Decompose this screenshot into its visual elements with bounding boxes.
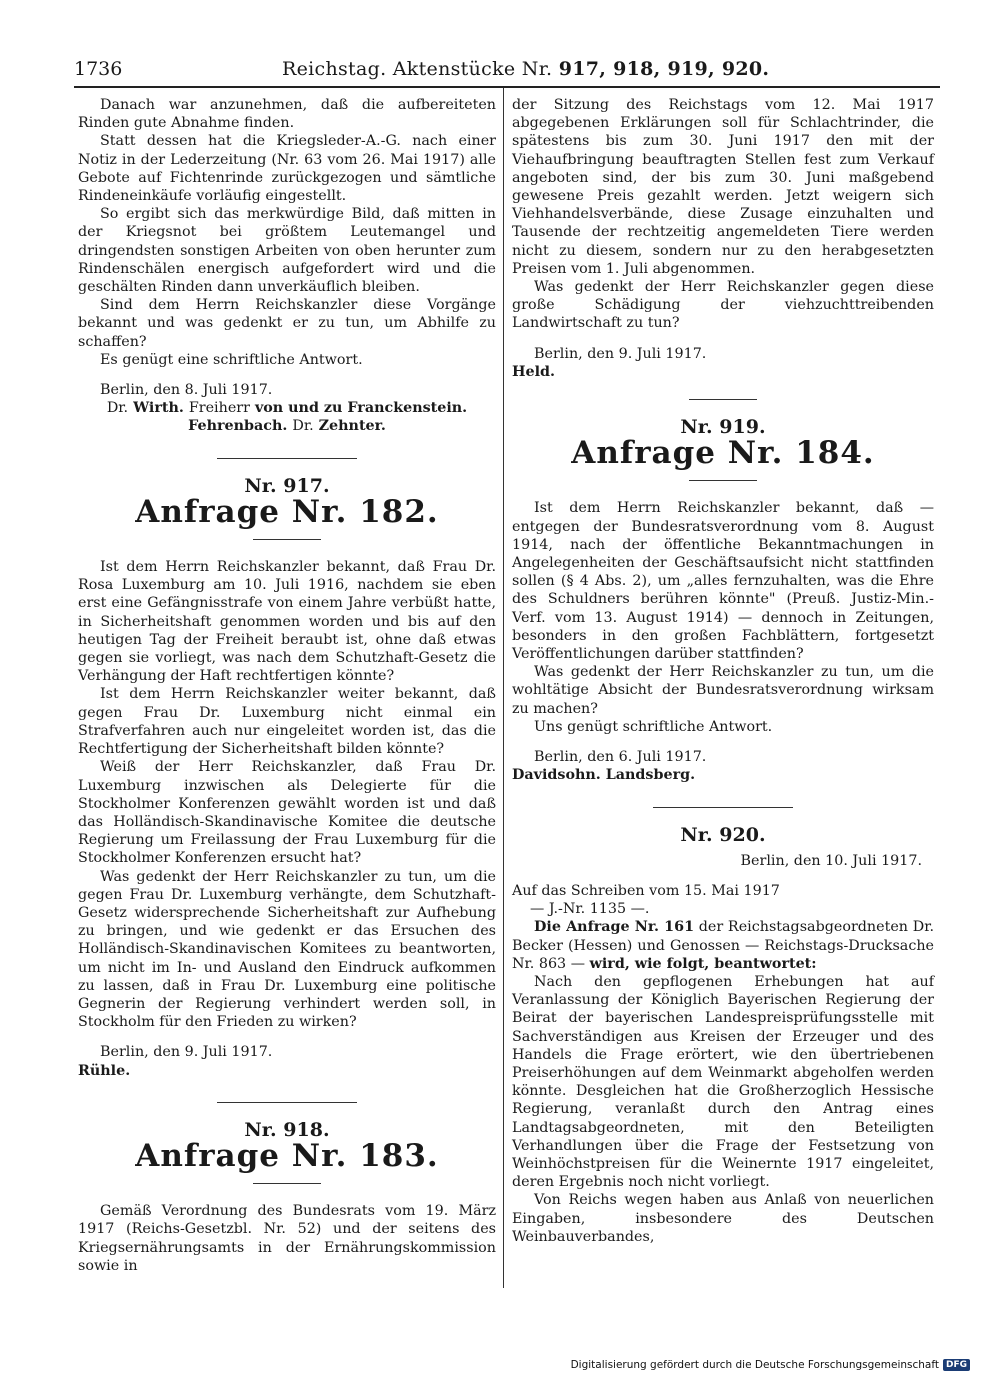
a182-paragraph: Ist dem Herrn Reichskanzler weiter bekannt, daß gegen Frau Dr. Luxemburg nicht einmal ein Strafverfahren auch nur eingeleitet worden ist, das die Rechtfertigung der Sicherheitshaft bilden könnte? bbox=[78, 686, 496, 758]
n920-lead-mid: der Reichstagsabgeordneten Dr. Becker (Hessen) und Genossen — Reichstags-Drucksache Nr. 863 — bbox=[512, 919, 934, 972]
a182-paragraph: Ist dem Herrn Reichskanzler bekannt, daß Frau Dr. Rosa Luxemburg am 10. Juli 1916, nachdem sie eben erst eine Gefängnisstrafe von einem Jahre verbüßt hatte, in Sicherheitshaft genommen worden und bis auf den heutigen Tag der Freiheit beraubt ist, ohne daß etwas gegen sie vorliegt, was nach dem Schutzhaft-Gesetz die Verhängung der Haft rechtfertigen könnte? bbox=[78, 559, 496, 685]
a183-date: Berlin, den 9. Juli 1917. bbox=[534, 345, 707, 362]
title-rule bbox=[253, 539, 321, 540]
digitization-footer bbox=[571, 1359, 970, 1371]
a182-paragraph: Was gedenkt der Herr Reichskanzler zu tun, um die gegen Frau Dr. Luxemburg verhängte, dem Schutzhaft-Gesetz widersprechende Sicherheitshaft zur Aufhebung zu bringen, und wie gedenkt er das Ersuchen des Holländisch-Skandinavischen Komitees zu beantworten, um nicht im In- und Ausland den Eindruck aufkommen zu lassen, daß in Frau Dr. Luxemburg eine politische Gegnerin der Regierung verhindert werden soll, in Stockholm für den Frieden zu wirken? bbox=[78, 868, 496, 1031]
sig-freiherr: Freiherr bbox=[188, 400, 250, 417]
section-rule bbox=[217, 458, 357, 459]
intro-date: Berlin, den 8. Juli 1917. bbox=[100, 382, 273, 399]
intro-paragraph: Danach war anzunehmen, daß die aufbereiteten Rinden gute Abnahme finden. bbox=[78, 97, 496, 132]
n920-date: Berlin, den 10. Juli 1917. bbox=[740, 852, 922, 869]
n920-lead-bold2: wird, wie folgt, beantwortet: bbox=[589, 955, 817, 972]
right-column bbox=[512, 96, 934, 1246]
n920-paragraph: Von Reichs wegen haben aus Anlaß von neuerlichen Eingaben, insbesondere des Deutschen Weinbauverbandes, bbox=[512, 1192, 934, 1245]
intro-paragraph: So ergibt sich das merkwürdige Bild, daß mitten in der Kriegsnot bei größtem Leutemangel und dringendsten sonstigen Arbeiten von oben herunter zum Rindenschälen energisch aufgefordert wird und die geschälten Rinden dann unverkäuflich bleiben. bbox=[78, 206, 496, 296]
a184-paragraph: Ist dem Herrn Reichskanzler bekannt, daß — entgegen der Bundesratsverordnung vom 8. August 1914, nach der öffentliche Bekanntmachungen in Angelegenheiten der Geschäftsaufsicht nicht stattfinden sollen (§ 4 Abs. 2), um „alles fernzuhalten, was die Ehre des Schuldners berühren könnte" (Preuß. Justiz-Min.-Verf. vom 13. August 1914) — dennoch in Zeitungen, besonders in den großen Fachblättern, fortgesetzt Veröffentlichungen darüber stattfinden? bbox=[512, 500, 934, 663]
a184-paragraph: Was gedenkt der Herr Reichskanzler zu tun, um die wohltätige Absicht der Bundesratsverordnung wirksam zu machen? bbox=[512, 664, 934, 717]
document-number-917: Nr. 917. bbox=[244, 474, 330, 497]
a183-continuation: der Sitzung des Reichstags vom 12. Mai 1917 abgegebenen Erklärungen soll für Schlachtrinder, die spätestens bis zum 30. Juni 1917 den mit der Viehaufbringung beauftragten Stellen fest zum Verkauf angeboten sind, der bis zum 30. Juni maßgebend gewesene Preis gezahlt werden. Jetzt weigern sich Viehhandelsverbände, diese Zusage einzuhalten und Tausende der rechtzeitig angemeldeten Tiere werden nicht zu diesem, sondern nur zu den herabgesetzten Preisen vom 1. Juli abgenommen. bbox=[512, 97, 934, 277]
a184-date: Berlin, den 6. Juli 1917. bbox=[534, 749, 707, 766]
anfrage-184-title: Anfrage Nr. 184. bbox=[571, 435, 875, 472]
sig-fehrenbach: Fehrenbach. bbox=[188, 418, 288, 435]
a184-paragraph: Uns genügt schriftliche Antwort. bbox=[534, 718, 773, 735]
a184-signature: Davidsohn. Landsberg. bbox=[512, 767, 696, 784]
intro-paragraph: Statt dessen hat die Kriegsleder-A.-G. nach einer Notiz in der Lederzeitung (Nr. 63 vom 26. Mai 1917) alle Gebote auf Fichtenrinde zurückgezogen und sämtliche Rindeneinkäufe vorläufig eingestellt. bbox=[78, 133, 496, 205]
anfrage-182-title: Anfrage Nr. 182. bbox=[135, 493, 439, 530]
section-rule bbox=[689, 399, 757, 400]
header-title-prefix: Reichstag. Aktenstücke Nr. bbox=[282, 58, 553, 80]
anfrage-183-title: Anfrage Nr. 183. bbox=[135, 1137, 439, 1174]
sig-dr2: Dr. bbox=[292, 418, 314, 435]
header-rule bbox=[74, 86, 940, 88]
document-number-918: Nr. 918. bbox=[244, 1118, 330, 1141]
a182-paragraph: Weiß der Herr Reichskanzler, daß Frau Dr. Luxemburg inzwischen als Delegierte für die Stockholmer Konferenzen gewählt worden ist und daß das Holländisch-Skandinavische Komitee die deutsche Regierung um Freilassung der Frau Luxemburg für die Stockholmer Konferenzen ersucht hat? bbox=[78, 759, 496, 867]
running-header bbox=[74, 56, 940, 86]
a183-paragraph: Gemäß Verordnung des Bundesrats vom 19. März 1917 (Reichs-Gesetzbl. Nr. 52) und der seitens des Kriegsernährungsamts in der Ernährungskommission sowie in bbox=[78, 1203, 496, 1274]
left-column bbox=[78, 96, 496, 1275]
intro-signatures bbox=[78, 399, 496, 435]
section-rule bbox=[653, 807, 793, 808]
section-rule bbox=[217, 1102, 357, 1103]
a182-signature: Rühle. bbox=[78, 1062, 131, 1079]
page-number: 1736 bbox=[74, 58, 123, 80]
title-rule bbox=[253, 1183, 321, 1184]
n920-reference-number: — J.-Nr. 1135 —. bbox=[530, 901, 650, 918]
a183-signature: Held. bbox=[512, 363, 556, 380]
column-divider bbox=[503, 88, 504, 1288]
n920-lead-bold: Die Anfrage Nr. 161 bbox=[534, 919, 695, 936]
sig-franckenstein: von und zu Franckenstein. bbox=[254, 400, 468, 417]
dfg-logo: DFG bbox=[943, 1359, 970, 1371]
sig-zehnter: Zehnter. bbox=[318, 418, 386, 435]
a182-date: Berlin, den 9. Juli 1917. bbox=[100, 1044, 273, 1061]
title-rule bbox=[689, 480, 757, 481]
sig-dr: Dr. bbox=[106, 400, 129, 417]
footer-text: Digitalisierung gefördert durch die Deutsche Forschungsgemeinschaft bbox=[570, 1359, 939, 1371]
a183-question: Was gedenkt der Herr Reichskanzler gegen diese große Schädigung der viehzuchttreibenden Landwirtschaft zu tun? bbox=[512, 279, 934, 332]
header-title-numbers: 917, 918, 919, 920. bbox=[558, 58, 770, 80]
document-number-919: Nr. 919. bbox=[680, 416, 766, 439]
n920-paragraph: Nach den gepflogenen Erhebungen hat auf Veranlassung der Königlich Bayerischen Regierung der Beirat der bayerischen Landespreisprüfungsstelle mit Sachverständigen aus Kreisen der Erzeuger und des Handels die Frage erörtert, wie den übertriebenen Preiserhöhungen auf dem Weinmarkt abgeholfen werden könnte. Desgleichen hat die Großherzoglich Hessische Regierung, veranlaßt durch den Antrag eines Landtagsabgeordneten, mit den Beteiligten Verhandlungen über die Frage der Festsetzung von Weinhöchstpreisen für die Weinernte 1917 eingeleitet, deren Ergebnis noch nicht vorliegt. bbox=[512, 973, 934, 1191]
sig-wirth: Wirth. bbox=[133, 400, 184, 417]
document-number-920: Nr. 920. bbox=[680, 823, 766, 846]
intro-paragraph: Sind dem Herrn Reichskanzler diese Vorgänge bekannt und was gedenkt er zu tun, um Abhilfe zu schaffen? bbox=[78, 297, 496, 350]
intro-paragraph: Es genügt eine schriftliche Antwort. bbox=[100, 351, 363, 368]
header-title bbox=[282, 58, 940, 80]
n920-lead bbox=[512, 918, 934, 973]
n920-reference: Auf das Schreiben vom 15. Mai 1917 bbox=[512, 882, 780, 899]
